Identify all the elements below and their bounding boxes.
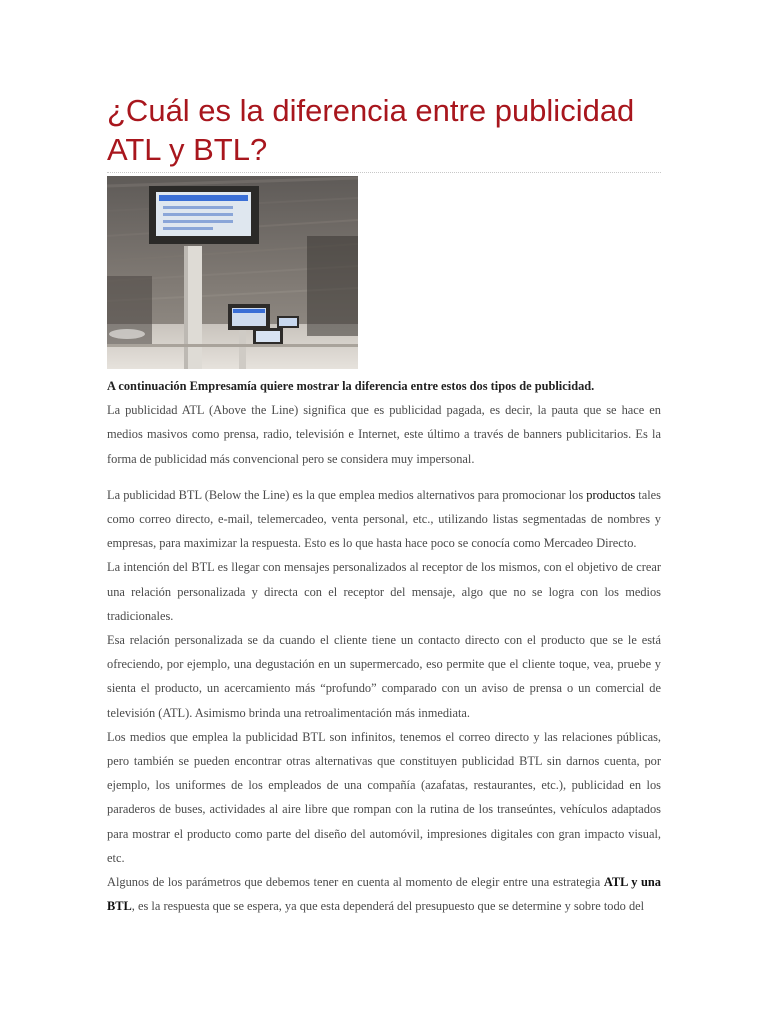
paragraph-btl-text-a: La publicidad BTL (Below the Line) es la que emplea medios alternativos para promocionar los [107,487,587,502]
paragraph-relacion: Esa relación personalizada se da cuando el cliente tiene un contacto directo con el producto que se le está ofreciendo, por ejemplo, una degustación en un supermercado, eso permite que el cliente toque, vea, pruebe y sienta el producto, un acercamiento más “profundo” comparado con un aviso de prensa o un comercial de televisión (ATL). Asimismo brinda una retroalimentación más inmediata. [107,633,661,720]
paragraph-intencion: La intención del BTL es llegar con mensajes personalizados al receptor de los mismos, con el objetivo de crear una relación personalizada y directa con el receptor del mensaje, algo que no se logra con los medios tradicionales. [107,560,661,623]
paragraph-btl-text-b: tales como correo directo, e-mail, telemercadeo, venta personal, etc., utilizando listas segmentadas de nombres y empresas, para maximizar la respuesta. Esto es lo que hasta hace poco se conocía como Mercadeo Directo. [107,487,661,551]
article-body [107,374,661,918]
productos-link[interactable]: productos [586,487,636,502]
paragraph-atl: La publicidad ATL (Above the Line) significa que es publicidad pagada, es decir, la pauta que se hace en medios masivos como prensa, radio, televisión e Internet, este último a través de banners publicitarios. Es la forma de publicidad más convencional pero se considera muy impersonal. [107,403,661,466]
paragraph-parametros [107,870,661,918]
article-title: ¿Cuál es la diferencia entre publicidad ATL y BTL? [107,93,635,167]
paragraph-medios: Los medios que emplea la publicidad BTL son infinitos, tenemos el correo directo y las relaciones públicas, pero también se pueden encontrar otras alternativas que constituyen publicidad BTL sin darnos cuenta, por ejemplo, los uniformes de los empleados de una compañía (azafatas, restaurantes, etc.), publicidad en los paraderos de buses, actividades al aire libre que rompan con la rutina de los transeúntes, vehículos adaptados para mostrar el producto como parte del diseño del automóvil, impresiones digitales con gran impacto visual, etc. [107,729,661,865]
article-photo [107,176,358,369]
paragraph-parametros-text-b: , es la respuesta que se espera, ya que esta dependerá del presupuesto que se determine y sobre todo del [131,899,645,914]
paragraph-btl [107,483,661,556]
lead-paragraph: A continuación Empresamía quiere mostrar la diferencia entre estos dos tipos de publicidad. [107,379,595,393]
paragraph-parametros-text-a: Algunos de los parámetros que debemos tener en cuenta al momento de elegir entre una estrategia [107,875,604,890]
title-divider [107,172,661,173]
atl-btl-link[interactable]: ATL y una BTL [107,875,661,914]
